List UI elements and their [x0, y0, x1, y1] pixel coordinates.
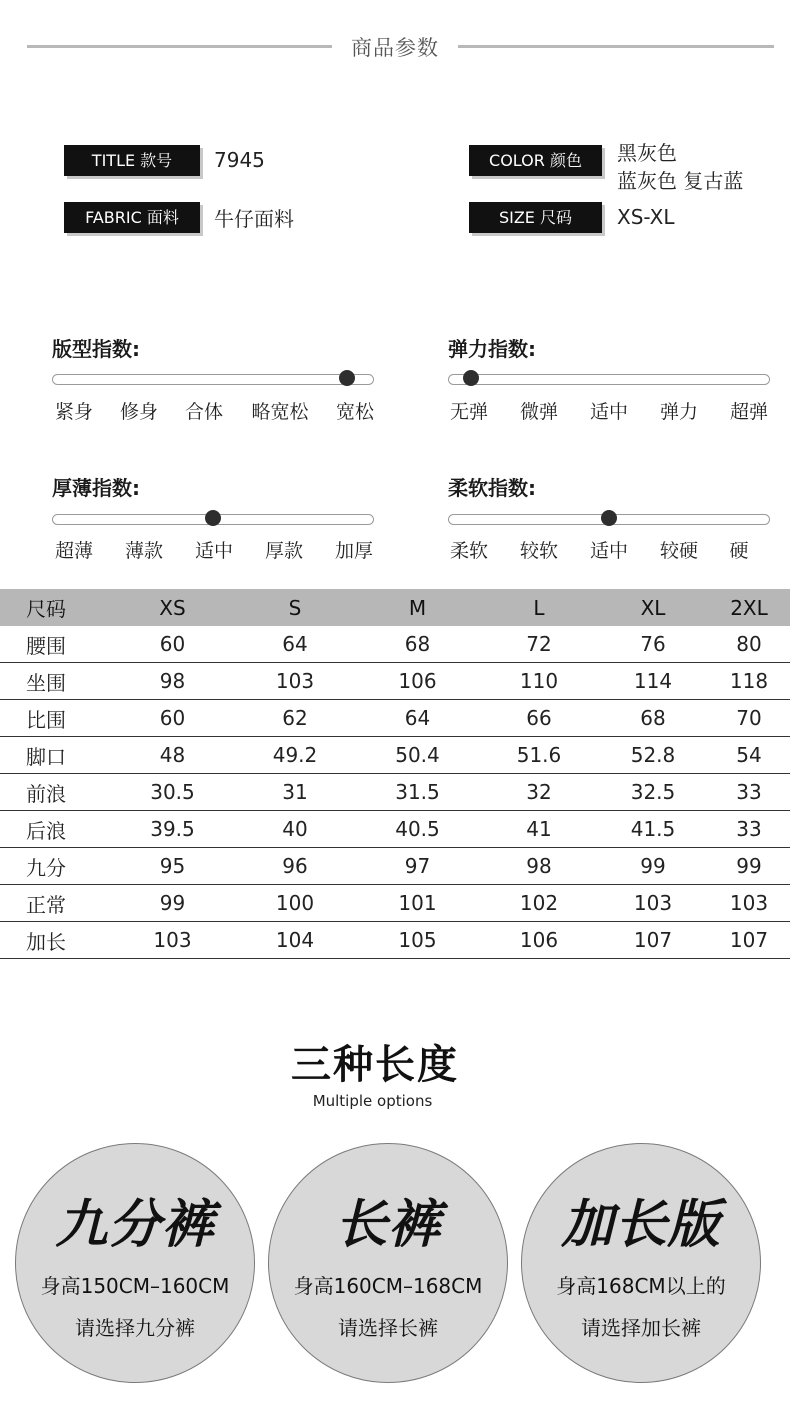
table-cell: 腰围: [0, 626, 110, 663]
length-note: 请选择九分裤: [75, 1316, 195, 1340]
table-cell: 104: [235, 922, 355, 959]
table-header-cell: M: [355, 589, 480, 626]
index-options: [448, 536, 773, 562]
table-cell: 50.4: [355, 737, 480, 774]
table-cell: 103: [110, 922, 235, 959]
table-cell: 99: [110, 885, 235, 922]
table-row: [0, 737, 790, 774]
index-option: 硬: [729, 540, 749, 562]
table-cell: 40.5: [355, 811, 480, 848]
table-cell: 97: [355, 848, 480, 885]
header-divider-left: [27, 45, 332, 48]
table-row: [0, 663, 790, 700]
index-option: 薄款: [124, 540, 164, 562]
color-value-2: 蓝灰色 复古蓝: [617, 169, 744, 193]
index-option: 宽松: [335, 401, 375, 423]
table-cell: 110: [480, 663, 598, 700]
index-option: 超弹: [729, 401, 769, 423]
table-cell: 95: [110, 848, 235, 885]
table-cell: 32.5: [598, 774, 708, 811]
table-cell: 66: [480, 700, 598, 737]
table-header-cell: S: [235, 589, 355, 626]
table-cell: 41: [480, 811, 598, 848]
table-cell: 102: [480, 885, 598, 922]
table-cell: 99: [598, 848, 708, 885]
index-option: 适中: [589, 401, 629, 423]
index-option: 较硬: [659, 540, 699, 562]
index-option: 适中: [589, 540, 629, 562]
table-cell: 脚口: [0, 737, 110, 774]
index-track: [52, 374, 374, 385]
index-option: 微弹: [519, 401, 559, 423]
index-option: 柔软: [449, 540, 489, 562]
table-cell: 62: [235, 700, 355, 737]
table-cell: 39.5: [110, 811, 235, 848]
table-cell: 105: [355, 922, 480, 959]
table-cell: 31.5: [355, 774, 480, 811]
length-height-range: 身高150CM–160CM: [40, 1274, 230, 1298]
index-option: 无弹: [449, 401, 489, 423]
index-option: 厚款: [264, 540, 304, 562]
table-cell: 99: [708, 848, 790, 885]
index-track: [52, 514, 374, 525]
table-cell: 103: [598, 885, 708, 922]
table-cell: 118: [708, 663, 790, 700]
title-value: 7945: [214, 148, 265, 172]
table-row: [0, 774, 790, 811]
table-row: [0, 922, 790, 959]
table-cell: 96: [235, 848, 355, 885]
length-height-range: 身高168CM以上的: [556, 1274, 726, 1298]
table-header-cell: XL: [598, 589, 708, 626]
table-row: [0, 885, 790, 922]
table-cell: 54: [708, 737, 790, 774]
table-header-cell: 尺码: [0, 589, 110, 626]
table-cell: 48: [110, 737, 235, 774]
index-option: 适中: [194, 540, 234, 562]
table-cell: 107: [598, 922, 708, 959]
table-header-cell: XS: [110, 589, 235, 626]
table-cell: 68: [355, 626, 480, 663]
table-cell: 33: [708, 774, 790, 811]
index-knob: [205, 510, 221, 526]
table-cell: 33: [708, 811, 790, 848]
index-title: 厚薄指数:: [52, 476, 140, 500]
section-title-product-params: 商品参数: [351, 36, 439, 60]
table-cell: 正常: [0, 885, 110, 922]
index-option: 超薄: [54, 540, 94, 562]
table-row: [0, 626, 790, 663]
table-cell: 64: [355, 700, 480, 737]
length-name: 加长版: [561, 1195, 721, 1255]
table-cell: 114: [598, 663, 708, 700]
length-note: 请选择加长裤: [581, 1316, 701, 1340]
table-cell: 加长: [0, 922, 110, 959]
table-cell: 106: [355, 663, 480, 700]
table-cell: 60: [110, 626, 235, 663]
table-cell: 52.8: [598, 737, 708, 774]
index-title: 柔软指数:: [448, 476, 536, 500]
table-cell: 前浪: [0, 774, 110, 811]
table-cell: 68: [598, 700, 708, 737]
table-cell: 比围: [0, 700, 110, 737]
size-chart-table: [0, 589, 790, 959]
table-row: [0, 700, 790, 737]
table-cell: 98: [110, 663, 235, 700]
index-knob: [601, 510, 617, 526]
table-cell: 72: [480, 626, 598, 663]
table-cell: 后浪: [0, 811, 110, 848]
index-option: 紧身: [54, 401, 94, 423]
index-option: 弹力: [659, 401, 699, 423]
table-cell: 60: [110, 700, 235, 737]
index-option: 加厚: [334, 540, 374, 562]
index-title: 弹力指数:: [448, 337, 536, 361]
table-cell: 30.5: [110, 774, 235, 811]
size-tag: SIZE 尺码: [469, 202, 602, 233]
title-tag: TITLE 款号: [64, 145, 200, 176]
table-cell: 70: [708, 700, 790, 737]
table-header-cell: L: [480, 589, 598, 626]
table-cell: 98: [480, 848, 598, 885]
table-header-row: [0, 589, 790, 626]
table-cell: 49.2: [235, 737, 355, 774]
index-track: [448, 374, 770, 385]
index-track: [448, 514, 770, 525]
index-options: [448, 397, 773, 423]
table-cell: 101: [355, 885, 480, 922]
lengths-subtitle: Multiple options: [312, 1092, 433, 1110]
table-cell: 32: [480, 774, 598, 811]
size-value: XS-XL: [617, 205, 675, 229]
length-option-long: [521, 1143, 761, 1383]
table-row: [0, 848, 790, 885]
index-option: 略宽松: [251, 401, 309, 423]
length-option-cropped: [15, 1143, 255, 1383]
fabric-tag: FABRIC 面料: [64, 202, 200, 233]
table-row: [0, 811, 790, 848]
header-divider-right: [458, 45, 774, 48]
index-option: 修身: [119, 401, 159, 423]
length-height-range: 身高160CM–168CM: [293, 1274, 483, 1298]
length-name: 长裤: [334, 1195, 441, 1255]
table-cell: 坐围: [0, 663, 110, 700]
index-knob: [339, 370, 355, 386]
color-tag: COLOR 颜色: [469, 145, 602, 176]
table-cell: 40: [235, 811, 355, 848]
table-cell: 九分: [0, 848, 110, 885]
table-cell: 41.5: [598, 811, 708, 848]
table-cell: 51.6: [480, 737, 598, 774]
table-cell: 64: [235, 626, 355, 663]
index-option: 较软: [519, 540, 559, 562]
table-cell: 31: [235, 774, 355, 811]
lengths-title: 三种长度: [291, 1042, 459, 1088]
table-cell: 76: [598, 626, 708, 663]
table-cell: 106: [480, 922, 598, 959]
length-name: 九分裤: [55, 1195, 215, 1255]
index-knob: [463, 370, 479, 386]
index-options: [52, 397, 377, 423]
index-option: 合体: [184, 401, 224, 423]
index-options: [52, 536, 377, 562]
table-cell: 107: [708, 922, 790, 959]
table-cell: 100: [235, 885, 355, 922]
length-option-regular: [268, 1143, 508, 1383]
table-cell: 103: [235, 663, 355, 700]
color-value-1: 黑灰色: [617, 141, 677, 165]
fabric-value: 牛仔面料: [214, 207, 294, 231]
table-cell: 103: [708, 885, 790, 922]
table-cell: 80: [708, 626, 790, 663]
length-note: 请选择长裤: [338, 1316, 438, 1340]
index-title: 版型指数:: [52, 337, 140, 361]
table-header-cell: 2XL: [708, 589, 790, 626]
